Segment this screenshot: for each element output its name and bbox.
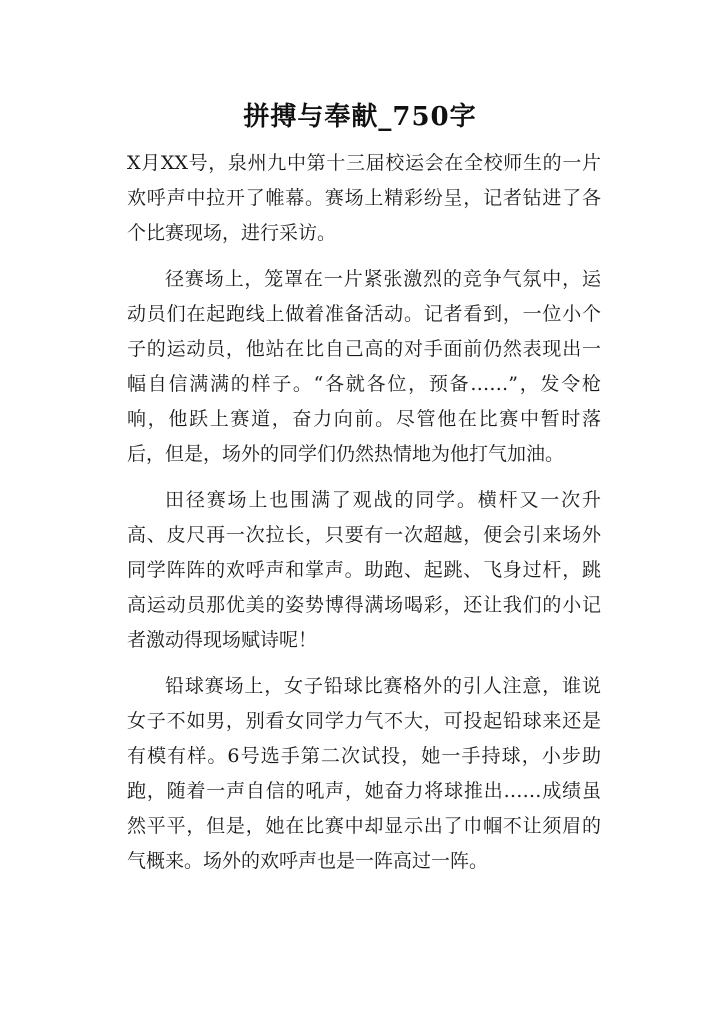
document-body bbox=[127, 146, 601, 890]
paragraph-2: 径赛场上，笼罩在一片紧张激烈的竞争气氛中，运动员们在起跑线上做着准备活动。记者看到，一位小个子的运动员，他站在比自己高的对手面前仍然表现出一幅自信满满的样子。“各就各位，预备……”，发令枪响，他跃上赛道，奋力向前。尽管他在比赛中暂时落后，但是，场外的同学们仍然热情地为他打气加油。 bbox=[127, 268, 601, 465]
paragraph-4: 铅球赛场上，女子铅球比赛格外的引人注意，谁说女子不如男，别看女同学力气不大，可投起铅球来还是有模有样。6号选手第二次试投，她一手持球，小步助跑，随着一声自信的吼声，她奋力将球推出……成绩虽然平平，但是，她在比赛中却显示出了巾帼不让须眉的气概来。场外的欢呼声也是一阵高过一阵。 bbox=[127, 675, 601, 872]
document-title: 拼搏与奉献_750字 bbox=[243, 102, 477, 132]
paragraph-1: X月XX号，泉州九中第十三届校运会在全校师生的一片欢呼声中拉开了帷幕。赛场上精彩纷呈，记者钻进了各个比赛现场，进行采访。 bbox=[127, 152, 601, 244]
paragraph-3: 田径赛场上也围满了观战的同学。横杆又一次升高、皮尺再一次拉长，只要有一次超越，便会引来场外同学阵阵的欢呼声和掌声。助跑、起跳、飞身过杆，跳高运动员那优美的姿势博得满场喝彩，还让我们的小记者激动得现场赋诗呢！ bbox=[127, 489, 601, 651]
